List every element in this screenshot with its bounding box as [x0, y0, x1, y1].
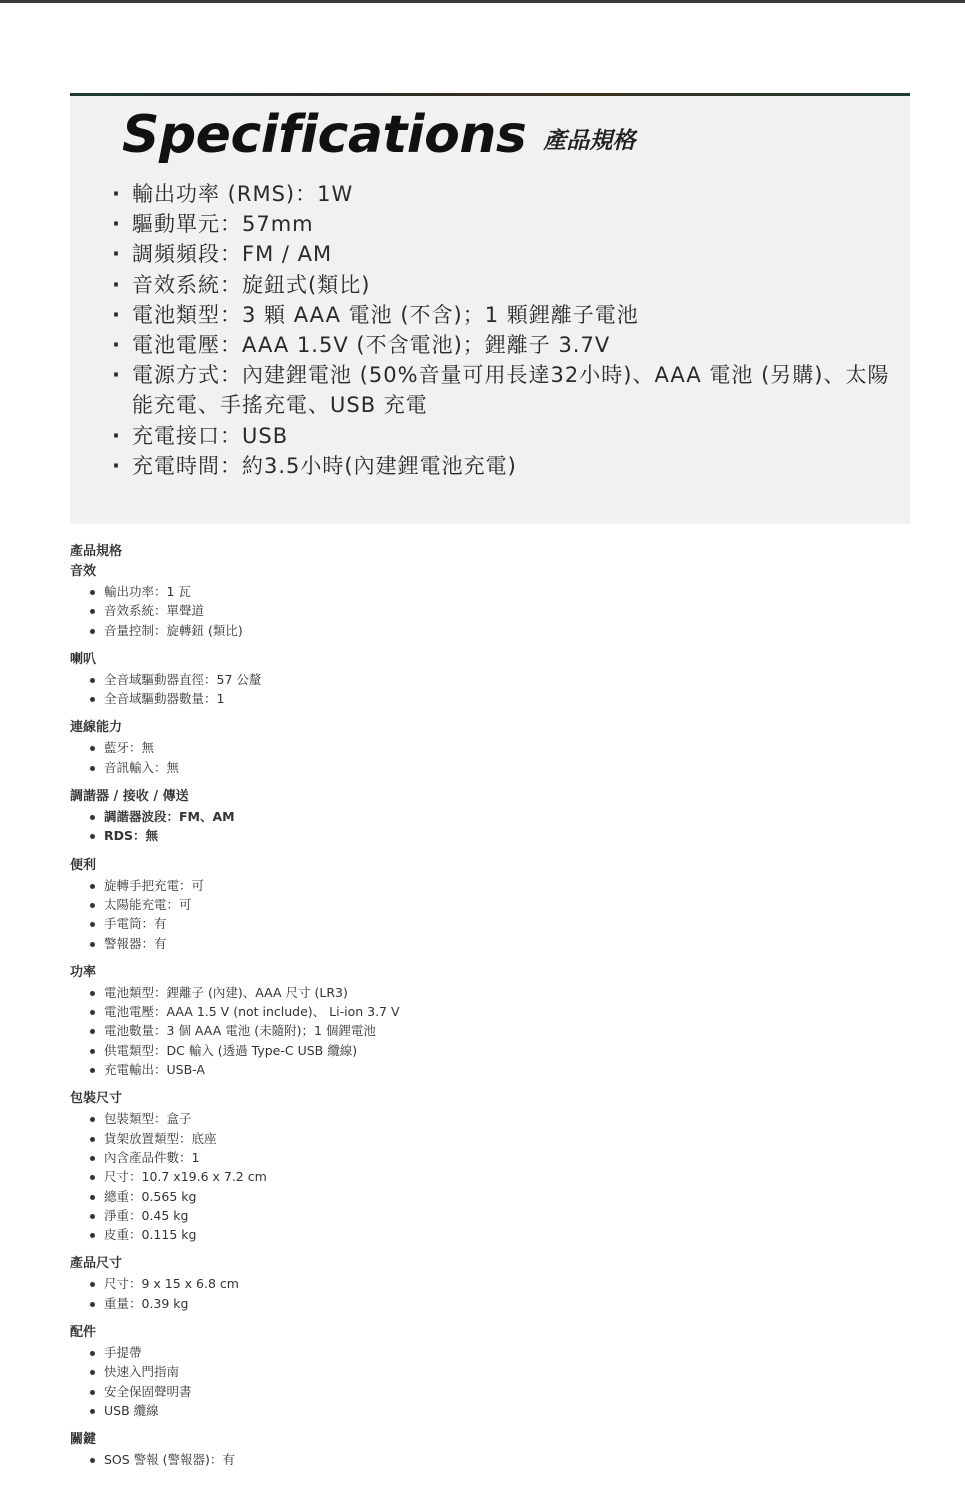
section-connectivity	[70, 718, 930, 777]
banner-spec-list	[112, 179, 902, 481]
section-key	[70, 1430, 930, 1469]
section-title: 功率	[70, 964, 97, 980]
spec-item: 包裝類型：盒子	[104, 1109, 930, 1128]
top-divider	[0, 0, 965, 3]
section-package-dimensions	[70, 1089, 930, 1244]
section-tuner	[70, 787, 930, 846]
banner-spec-item: · 輸出功率 (RMS)：1W	[112, 179, 902, 209]
spec-item: 重量：0.39 kg	[104, 1294, 930, 1313]
banner-title-en: Specifications	[122, 105, 527, 165]
banner-spec-item: · 驅動單元：57mm	[112, 209, 902, 239]
spec-details	[70, 542, 930, 1480]
section-accessories	[70, 1323, 930, 1420]
spec-item: 旋轉手把充電：可	[104, 876, 930, 895]
banner-title	[122, 105, 635, 165]
spec-item: 貨架放置類型：底座	[104, 1129, 930, 1148]
spec-item: 尺寸：10.7 x19.6 x 7.2 cm	[104, 1167, 930, 1186]
banner-spec-item: · 充電時間：約3.5小時(內建鋰電池充電)	[112, 451, 902, 481]
spec-item: 藍牙：無	[104, 738, 930, 757]
spec-details-title: 產品規格	[70, 544, 123, 559]
spec-item: 皮重：0.115 kg	[104, 1225, 930, 1244]
specifications-banner	[70, 93, 910, 524]
banner-title-zh: 產品規格	[543, 128, 636, 154]
spec-item: 快速入門指南	[104, 1362, 930, 1381]
section-convenience	[70, 856, 930, 953]
section-power	[70, 963, 930, 1079]
spec-item: 調諧器波段：FM、AM	[104, 807, 930, 826]
spec-item: 內含產品件數：1	[104, 1148, 930, 1167]
spec-item: 太陽能充電：可	[104, 895, 930, 914]
section-title: 產品尺寸	[70, 1256, 123, 1272]
banner-spec-item: · 電池電壓：AAA 1.5V (不含電池)；鋰離子 3.7V	[112, 330, 902, 360]
spec-item: 總重：0.565 kg	[104, 1187, 930, 1206]
section-title: 關鍵	[70, 1432, 97, 1448]
spec-item: 音量控制：旋轉鈕 (類比)	[104, 621, 930, 640]
spec-item: 警報器：有	[104, 934, 930, 953]
spec-item: 電池數量：3 個 AAA 電池 (未隨附)；1 個鋰電池	[104, 1021, 930, 1040]
section-product-dimensions	[70, 1254, 930, 1313]
spec-item: 電池電壓：AAA 1.5 V (not include)、 Li-ion 3.7 V	[104, 1002, 930, 1021]
section-title: 連線能力	[70, 720, 123, 736]
spec-item: 淨重：0.45 kg	[104, 1206, 930, 1225]
section-title: 調諧器 / 接收 / 傳送	[70, 789, 189, 805]
spec-item: 安全保固聲明書	[104, 1382, 930, 1401]
banner-top-line	[70, 93, 910, 96]
section-title: 便利	[70, 857, 97, 873]
banner-spec-item: · 充電接口：USB	[112, 421, 902, 451]
spec-item: 輸出功率：1 瓦	[104, 582, 930, 601]
spec-item: 手電筒：有	[104, 914, 930, 933]
banner-spec-item: · 電源方式：內建鋰電池 (50%音量可用長達32小時)、AAA 電池 (另購)、太陽能充電、手搖充電、USB 充電	[112, 360, 902, 420]
section-title: 配件	[70, 1325, 97, 1341]
spec-item: 手提帶	[104, 1343, 930, 1362]
spec-item: 電池類型：鋰離子 (內建)、AAA 尺寸 (LR3)	[104, 983, 930, 1002]
banner-spec-item: · 調頻頻段：FM / AM	[112, 239, 902, 269]
banner-spec-item: · 音效系統：旋鈕式(類比)	[112, 270, 902, 300]
spec-item: SOS 警報 (警報器)：有	[104, 1450, 930, 1469]
section-audio	[70, 562, 930, 640]
section-title: 喇叭	[70, 651, 97, 667]
spec-item: USB 纜線	[104, 1401, 930, 1420]
spec-item: 尺寸：9 x 15 x 6.8 cm	[104, 1274, 930, 1293]
section-speaker	[70, 650, 930, 709]
spec-item: 供電類型：DC 輸入 (透過 Type-C USB 纜線)	[104, 1041, 930, 1060]
banner-spec-item: · 電池類型：3 顆 AAA 電池 (不含)；1 顆鋰離子電池	[112, 300, 902, 330]
spec-item: RDS：無	[104, 826, 930, 845]
section-title: 包裝尺寸	[70, 1091, 123, 1107]
spec-item: 音效系統：單聲道	[104, 601, 930, 620]
spec-item: 全音域驅動器直徑：57 公釐	[104, 670, 930, 689]
section-title: 音效	[70, 564, 97, 579]
spec-item: 全音域驅動器數量：1	[104, 689, 930, 708]
spec-item: 音訊輸入：無	[104, 758, 930, 777]
spec-item: 充電輸出：USB-A	[104, 1060, 930, 1079]
